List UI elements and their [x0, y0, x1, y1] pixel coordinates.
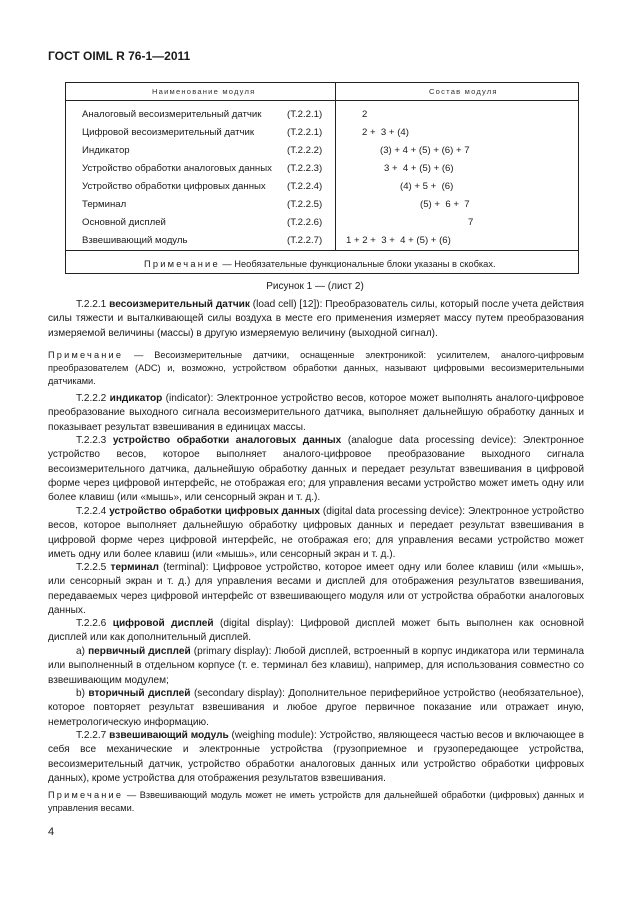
module-name: Устройство обработки аналоговых данных [82, 163, 272, 174]
clause-digital-display: Т.2.2.6 цифровой дисплей (digital display): Цифровой дисплей может быть выполнен как основной дисплей или как дополнительный дисплей. [48, 618, 584, 644]
note-weighing-module: Примечание — Взвешивающий модуль может не иметь устройств для дальнейшей обработки (цифровых) данных и управления весами. [48, 790, 584, 813]
table-row [66, 197, 578, 214]
header-divider [66, 100, 578, 101]
note-divider [66, 250, 578, 251]
module-composition: 2 [362, 109, 368, 120]
page-number: 4 [48, 826, 55, 838]
module-clause: (Т.2.2.1) [287, 109, 323, 120]
module-clause: (Т.2.2.3) [287, 163, 323, 174]
module-name: Терминал [82, 199, 127, 210]
table-row [66, 161, 578, 178]
module-name: Устройство обработки цифровых данных [82, 181, 266, 192]
module-composition: (3) + 4 + (5) + (6) + 7 [380, 145, 470, 156]
clause-indicator: Т.2.2.2 индикатор (indicator): Электронное устройство весов, которое может выполнять аналого-цифровое преобразование выходного сигнала весоизмерительного датчика, выполняет дальнейшую обработку данных и показывает результат взвешивания в единицах массы. [48, 393, 584, 433]
column-header-composition: Состав модуля [429, 87, 498, 96]
table-row [66, 143, 578, 160]
module-composition: 1 + 2 + 3 + 4 + (5) + (6) [346, 235, 451, 246]
clause-secondary-display: b) вторичный дисплей (secondary display): Дополнительное периферийное устройство (необязательное), которое повторяет результат взвешивания и любое другое первичное показание или отражает иную, неметрологическую информацию. [48, 688, 584, 728]
clause-terminal: Т.2.2.5 терминал (terminal): Цифровое устройство, которое имеет одну или более клавиш (или «мышь», или сенсорный экран и т. д.) для управления весами и дисплей для отображения результатов взвешивания, передаваемых через цифровой интерфейс от взвешивающего модуля или от устройства обработки аналоговых данных. [48, 562, 584, 616]
module-clause: (Т.2.2.1) [287, 127, 323, 138]
module-clause: (Т.2.2.2) [287, 145, 323, 156]
table-row [66, 107, 578, 124]
column-header-name: Наименование модуля [152, 87, 256, 96]
module-name: Цифровой весоизмерительный датчик [82, 127, 255, 138]
table-row [66, 233, 578, 250]
module-composition: 3 + 4 + (5) + (6) [384, 163, 454, 174]
module-clause: (Т.2.2.6) [287, 217, 323, 228]
module-clause: (Т.2.2.7) [287, 235, 323, 246]
note-load-cell: Примечание — Весоизмерительные датчики, оснащенные электроникой: усилителем, аналого-цифровым преобразователем (ADC) и, возможно, устройством обработки данных, называют цифровыми весоизмерительными датчиками. [48, 350, 584, 386]
module-name: Основной дисплей [82, 217, 166, 228]
module-composition: 7 [468, 217, 474, 228]
clause-analogue-device: Т.2.2.3 устройство обработки аналоговых данных (analogue data processing device): Электронное устройство весов, которое выполняет аналого-цифровое преобразование выходного сигнала весоизмерительного датчика, дальнейшую обработку данных и передает результат взвешивания в цифровой форме через цифровой интерфейс, не отображая его; для управления весами устройство может иметь одну или более клавиш (или «мышь», или сенсорный экран и т. д.). [48, 435, 584, 504]
module-name: Аналоговый весоизмерительный датчик [82, 109, 262, 120]
figure-caption: Рисунок 1 — (лист 2) [266, 281, 364, 292]
module-composition: (5) + 6 + 7 [420, 199, 470, 210]
document-header: ГОСТ OIML R 76-1—2011 [48, 49, 191, 63]
clause-weighing-module: Т.2.2.7 взвешивающий модуль (weighing module): Устройство, являющееся частью весов и включающее в себя все механические и электронные устройства (грузоприемное и грузопередающее устройства, весоизмерительный датчик, устройство обработки аналоговых данных или устройство обработки цифровых данных), кроме устройства для отображения результатов взвешивания. [48, 730, 584, 784]
module-name: Индикатор [82, 145, 130, 156]
table-note: Примечание — Необязательные функциональные блоки указаны в скобках. [144, 259, 496, 269]
module-clause: (Т.2.2.4) [287, 181, 323, 192]
table-row [66, 215, 578, 232]
table-row [66, 125, 578, 142]
clause-primary-display: а) первичный дисплей (primary display): Любой дисплей, встроенный в корпус индикатора или терминала или выполненный в отдельном корпусе (т. е. терминал без клавиш), например, для использования совместно со взвешивающим модулем; [48, 646, 585, 686]
module-composition: (4) + 5 + (6) [400, 181, 454, 192]
module-clause: (Т.2.2.5) [287, 199, 323, 210]
module-composition: 2 + 3 + (4) [362, 127, 409, 138]
table-row [66, 179, 578, 196]
clause-load-cell: Т.2.2.1 весоизмерительный датчик (load cell) [12]): Преобразователь силы, который после учета действия силы тяжести и выталкивающей силы воздуха в месте его применения измеряет массу путем преобразования измеряемой величины (массы) в другую измеряемую величину (выходной сигнал). [48, 299, 584, 339]
module-name: Взвешивающий модуль [82, 235, 188, 246]
clause-digital-device: Т.2.2.4 устройство обработки цифровых данных (digital data processing device): Электронное устройство весов, которое выполняет дальнейшую обработку цифровых данных и передает результат взвешивания в цифровой форме через цифровой интерфейс, не отображая его; для управления весами устройство может иметь одну или более клавиш (или «мышь», или сенсорный экран и т. д.). [48, 506, 585, 560]
module-table [65, 82, 579, 274]
